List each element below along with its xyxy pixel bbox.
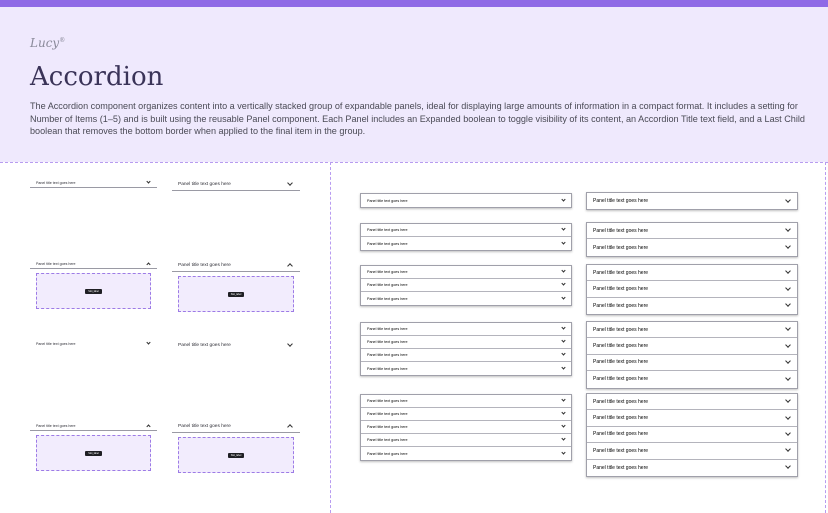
panel-header[interactable] [172, 178, 300, 191]
panel-title: Panel title text goes here [593, 447, 649, 454]
slot-label: Slot_label [228, 453, 245, 458]
accordion-item[interactable] [361, 292, 571, 305]
chevron-down-icon [561, 226, 565, 230]
chevron-down-icon [785, 414, 791, 420]
panel-title: Panel title text goes here [367, 425, 408, 429]
chevron-up-icon [146, 262, 150, 266]
chevron-down-icon [785, 285, 791, 291]
accordion-1-items-small [360, 193, 572, 208]
panel-title: Panel title text goes here [36, 423, 76, 428]
panel-title: Panel title text goes here [367, 451, 408, 456]
accordion-item[interactable] [587, 427, 797, 443]
chevron-down-icon [785, 243, 791, 249]
accordion-2-items-small [360, 223, 572, 251]
chevron-down-icon [146, 340, 150, 344]
panel-title: Panel title text goes here [593, 464, 649, 471]
chevron-down-icon [287, 180, 293, 186]
chevron-down-icon [785, 226, 791, 232]
panel-title: Panel title text goes here [367, 270, 408, 274]
chevron-down-icon [785, 268, 791, 274]
panel-title: Panel title text goes here [178, 262, 231, 268]
panel-title: Panel title text goes here [367, 241, 408, 246]
chevron-down-icon [561, 397, 565, 401]
chevron-up-icon [287, 424, 293, 430]
chevron-down-icon [146, 179, 150, 183]
logo: Lucy® [30, 36, 66, 50]
panel-title: Panel title text goes here [367, 353, 408, 357]
chevron-down-icon [785, 358, 791, 364]
panel-header[interactable] [30, 339, 157, 349]
accordion-item[interactable] [587, 410, 797, 426]
chevron-down-icon [785, 325, 791, 331]
panel-title: Panel title text goes here [593, 359, 649, 366]
panel-header[interactable] [30, 178, 157, 188]
chevron-down-icon [561, 450, 565, 454]
accordion-item[interactable] [361, 336, 571, 349]
accordion-item[interactable] [587, 355, 797, 371]
accordion-item[interactable] [361, 421, 571, 434]
chevron-down-icon [561, 281, 565, 285]
panel-expanded-last-medium[interactable] [172, 420, 300, 473]
panel-header[interactable] [172, 339, 300, 352]
chevron-down-icon [785, 197, 791, 203]
panel-title: Panel title text goes here [367, 412, 408, 416]
chevron-down-icon [561, 410, 565, 414]
panel-title: Panel title text goes here [178, 343, 231, 348]
accordion-2-items-medium [586, 222, 798, 257]
accordion-4-items-medium [586, 321, 798, 389]
accordion-3-items-medium [586, 264, 798, 315]
panel-title: Panel title text goes here [593, 415, 649, 422]
right-border [825, 162, 826, 513]
panel-expanded-last-small[interactable] [30, 421, 157, 471]
panel-title: Panel title text goes here [367, 198, 408, 203]
accordion-4-items-small [360, 322, 572, 376]
header [0, 7, 828, 162]
chevron-down-icon [785, 397, 791, 403]
chevron-down-icon [561, 436, 565, 440]
accordion-item[interactable] [361, 224, 571, 237]
accordion-item[interactable] [587, 265, 797, 281]
accordion-item[interactable] [361, 323, 571, 336]
slot-label: Slot_label [228, 292, 245, 297]
panel-title: Panel title text goes here [593, 227, 649, 234]
chevron-down-icon [785, 302, 791, 308]
content-slot [178, 437, 294, 473]
accordion-item[interactable] [587, 460, 797, 476]
panel-title: Panel title text goes here [593, 302, 649, 309]
panel-title: Panel title text goes here [367, 366, 408, 371]
panel-header[interactable] [172, 420, 300, 433]
panel-title: Panel title text goes here [593, 198, 649, 205]
panel-header[interactable] [172, 259, 300, 272]
column-divider [330, 162, 331, 513]
panel-title: Panel title text goes here [367, 327, 408, 331]
chevron-down-icon [785, 463, 791, 469]
accordion-item[interactable] [361, 194, 571, 207]
panel-collapsed-small[interactable] [30, 178, 157, 188]
accordion-item[interactable] [361, 266, 571, 279]
panel-title: Panel title text goes here [593, 376, 649, 383]
panel-title: Panel title text goes here [36, 261, 76, 266]
panel-expanded-medium[interactable] [172, 259, 300, 312]
slot-label: Slot_label [85, 451, 102, 456]
panel-expanded-small[interactable] [30, 259, 157, 309]
panel-title: Panel title text goes here [36, 180, 76, 185]
panel-title: Panel title text goes here [367, 296, 408, 301]
accordion-1-items-medium [586, 192, 798, 210]
panel-title: Panel title text goes here [367, 340, 408, 344]
chevron-down-icon [561, 423, 565, 427]
panel-title: Panel title text goes here [178, 423, 231, 429]
panel-header[interactable] [30, 421, 157, 431]
accordion-item[interactable] [361, 395, 571, 408]
accordion-item[interactable] [587, 193, 797, 209]
chevron-up-icon [287, 263, 293, 269]
panel-title: Panel title text goes here [593, 343, 649, 350]
accordion-item[interactable] [361, 362, 571, 375]
accordion-item[interactable] [587, 443, 797, 459]
accordion-item[interactable] [361, 434, 571, 447]
page-description: The Accordion component organizes content into a vertically stacked group of expandable panels, ideal for displaying large amounts of information in a compact format. It includes a setting for Number of Items (1–5) and is built using the reusable Panel component. Each Panel includes an Expanded boolean to toggle visibility of its content, an Accordion Title text field, and a Last Child boolean that removes the bottom border when applied to the final item in the group. [30, 101, 805, 137]
panel-title: Panel title text goes here [593, 244, 649, 251]
panel-collapsed-medium[interactable] [172, 178, 300, 191]
chevron-down-icon [785, 375, 791, 381]
accordion-item[interactable] [587, 394, 797, 410]
accordion-item[interactable] [587, 223, 797, 239]
chevron-down-icon [561, 240, 565, 244]
chevron-up-icon [146, 424, 150, 428]
panel-title: Panel title text goes here [593, 326, 649, 333]
accordion-item[interactable] [361, 349, 571, 362]
page-title: Accordion [30, 62, 164, 92]
panel-title: Panel title text goes here [367, 399, 408, 403]
chevron-down-icon [561, 325, 565, 329]
slot-label: Slot_label [85, 289, 102, 294]
panel-collapsed-last-small[interactable] [30, 339, 157, 349]
section-divider [0, 162, 828, 163]
panel-title: Panel title text goes here [593, 398, 649, 405]
chevron-down-icon [561, 338, 565, 342]
chevron-down-icon [561, 351, 565, 355]
panel-title: Panel title text goes here [367, 438, 408, 442]
accordion-5-items-medium [586, 393, 798, 477]
accordion-item[interactable] [587, 239, 797, 255]
accordion-item[interactable] [587, 371, 797, 387]
content-slot [178, 276, 294, 312]
panel-title: Panel title text goes here [36, 342, 76, 346]
panel-title: Panel title text goes here [367, 228, 408, 232]
accordion-item[interactable] [361, 408, 571, 421]
accordion-3-items-small [360, 265, 572, 306]
panel-title: Panel title text goes here [593, 286, 649, 293]
chevron-down-icon [561, 197, 565, 201]
chevron-down-icon [785, 342, 791, 348]
panel-title: Panel title text goes here [178, 181, 231, 187]
accordion-item[interactable] [587, 298, 797, 314]
chevron-down-icon [785, 447, 791, 453]
accordion-item[interactable] [587, 322, 797, 338]
accordion-item[interactable] [587, 281, 797, 297]
chevron-down-icon [561, 365, 565, 369]
panel-header[interactable] [30, 259, 157, 269]
panel-title: Panel title text goes here [367, 283, 408, 287]
accordion-item[interactable] [361, 279, 571, 292]
accordion-5-items-small [360, 394, 572, 461]
chevron-down-icon [561, 295, 565, 299]
content-slot [36, 435, 151, 471]
accordion-item[interactable] [587, 338, 797, 354]
panel-title: Panel title text goes here [593, 431, 649, 438]
panel-collapsed-last-medium[interactable] [172, 339, 300, 352]
chevron-down-icon [785, 430, 791, 436]
chevron-down-icon [287, 341, 293, 347]
panel-title: Panel title text goes here [593, 269, 649, 276]
accordion-item[interactable] [361, 447, 571, 460]
chevron-down-icon [561, 268, 565, 272]
top-accent-bar [0, 0, 828, 7]
accordion-item[interactable] [361, 237, 571, 250]
content-slot [36, 273, 151, 309]
